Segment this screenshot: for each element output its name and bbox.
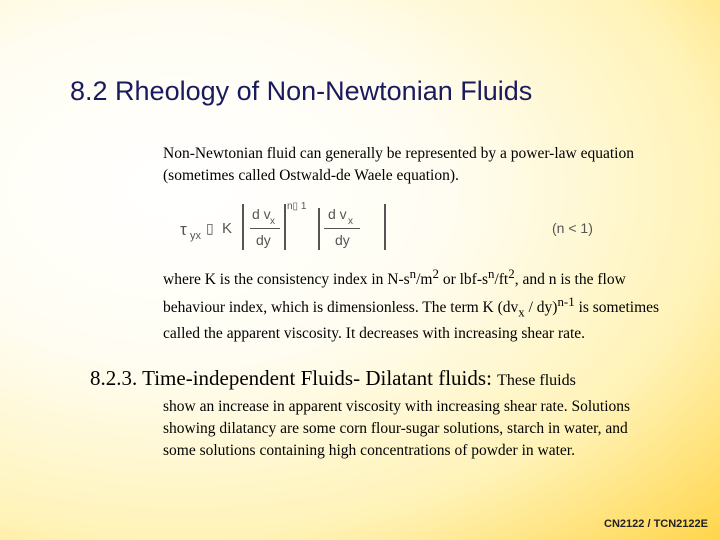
slide-title: 8.2 Rheology of Non-Newtonian Fluids	[70, 76, 533, 106]
denominator-2: dy	[335, 232, 350, 248]
right-bracket-2	[384, 204, 386, 250]
numerator-1-subscript: x	[270, 216, 275, 227]
numerator-1: d v	[252, 206, 271, 222]
k-symbol: K	[222, 220, 233, 237]
where-sup-1: n	[409, 266, 417, 281]
where-sup-3: n	[488, 266, 495, 281]
fraction-bar-1	[250, 228, 280, 229]
right-bracket-1	[284, 204, 286, 250]
fraction-bar-2	[324, 228, 360, 229]
denominator-1: dy	[256, 232, 271, 248]
where-text-5: , and n is the flow behaviour index, which is dimensionless. The term K (dv	[163, 271, 626, 317]
tau-subscript: yx	[190, 230, 201, 242]
equation-box-1: ▯	[206, 220, 214, 236]
where-text-3: or lbf-s	[438, 271, 489, 289]
equation-condition: (n < 1)	[552, 220, 593, 236]
section-heading-tail: These fluids	[497, 372, 576, 389]
where-text-7: is sometimes called the apparent viscosity. It decreases with increasing shear rate.	[163, 299, 660, 343]
where-sup-5: n-1	[557, 294, 575, 310]
left-bracket-2	[318, 208, 320, 250]
where-text-1: where K is the consistency index in N-s	[163, 271, 410, 289]
intro-paragraph: Non-Newtonian fluid can generally be represented by a power-law equation (sometimes called Ostwald-de Waele equation).	[163, 145, 634, 184]
where-paragraph	[163, 263, 663, 345]
section-heading	[90, 366, 576, 391]
where-sup-4: 2	[508, 266, 515, 281]
where-text-6: / dy)	[524, 299, 558, 317]
numerator-2: d v	[328, 206, 347, 222]
tau-symbol: τ	[180, 220, 187, 239]
where-text-4: /ft	[494, 271, 509, 289]
section-heading-text: 8.2.3. Time-independent Fluids- Dilatant fluids:	[90, 366, 492, 390]
course-code-footer: CN2122 / TCN2122E	[604, 518, 708, 530]
numerator-2-subscript: x	[348, 216, 353, 227]
where-text-2: /m	[416, 271, 433, 289]
where-sup-2: 2	[432, 266, 439, 281]
dilatant-paragraph: show an increase in apparent viscosity with increasing shear rate. Solutions showing dilatancy are some corn flour-sugar solutions, starch in water, and some solutions containing high concentrations of powder in water.	[163, 398, 631, 459]
where-sub-1: x	[518, 304, 525, 320]
power-law-equation	[172, 198, 612, 256]
left-bracket-1	[242, 204, 244, 250]
exponent: n▯ 1	[287, 201, 307, 212]
